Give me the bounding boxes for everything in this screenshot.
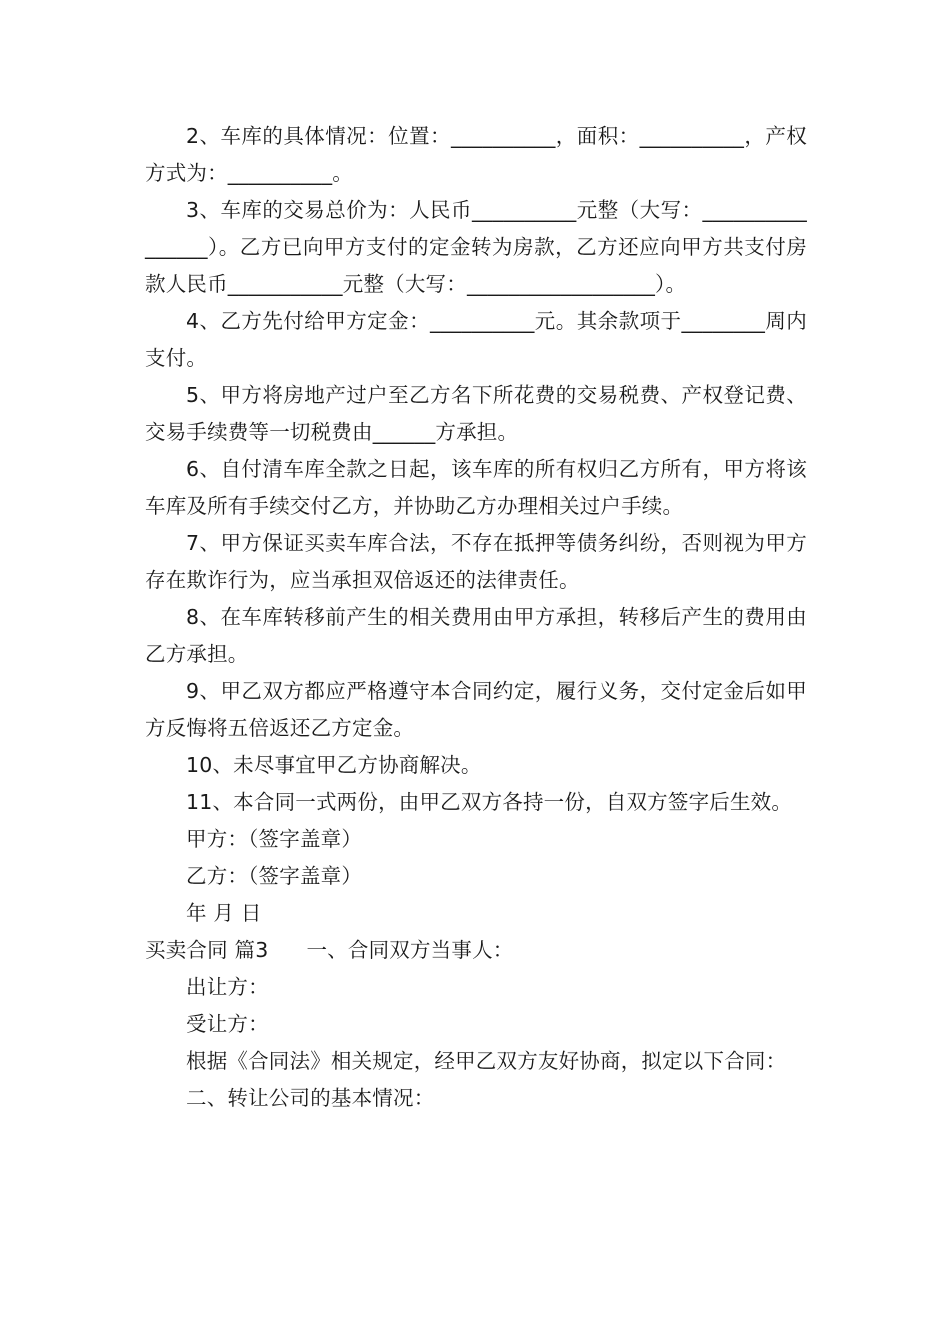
party-a-signature: 甲方：（签字盖章） [186,827,363,851]
party-b-signature: 乙方：（签字盖章） [186,864,363,888]
transferee-line: 受让方： [186,1012,269,1036]
clause-2-garage-details: 2、车库的具体情况：位置：__________，面积：__________，产权方式为：__________。 [145,124,807,185]
section-first-item: 一、合同双方当事人： [306,938,514,962]
contract-basis: 根据《合同法》相关规定，经甲乙双方友好协商，拟定以下合同： [186,1049,787,1073]
clause-4-deposit: 4、乙方先付给甲方定金：__________元。其余款项于________周内支付。 [145,309,807,370]
clause-5-taxes: 5、甲方将房地产过户至乙方名下所花费的交易税费、产权登记费、交易手续费等一切税费由______方承担。 [145,383,807,444]
clause-9-obligations: 9、甲乙双方都应严格遵守本合同约定，履行义务，交付定金后如甲方反悔将五倍返还乙方定金。 [145,679,807,740]
clause-11-copies: 11、本合同一式两份，由甲乙双方各持一份，自双方签字后生效。 [186,790,793,814]
clause-6-ownership: 6、自付清车库全款之日起，该车库的所有权归乙方所有，甲方将该车库及所有手续交付乙方，并协助乙方办理相关过户手续。 [145,457,807,518]
clause-10-unresolved: 10、未尽事宜甲乙方协商解决。 [186,753,482,777]
document-body [145,118,807,1117]
clause-7-legality: 7、甲方保证买卖车库合法，不存在抵押等债务纠纷，否则视为甲方存在欺诈行为，应当承担双倍返还的法律责任。 [145,531,807,592]
transferor-line: 出让方： [186,975,269,999]
section-heading [145,932,807,969]
clause-8-fees: 8、在车库转移前产生的相关费用由甲方承担，转移后产生的费用由乙方承担。 [145,605,807,666]
section-title: 买卖合同 篇3 [145,938,269,962]
clause-3-total-price: 3、车库的交易总价为：人民币__________元整（大写：________________）。乙方已向甲方支付的定金转为房款，乙方还应向甲方共支付房款人民币___________元整（大写：__________________）。 [145,198,807,296]
signature-date: 年 月 日 [186,901,262,925]
company-info-heading: 二、转让公司的基本情况： [186,1086,435,1110]
